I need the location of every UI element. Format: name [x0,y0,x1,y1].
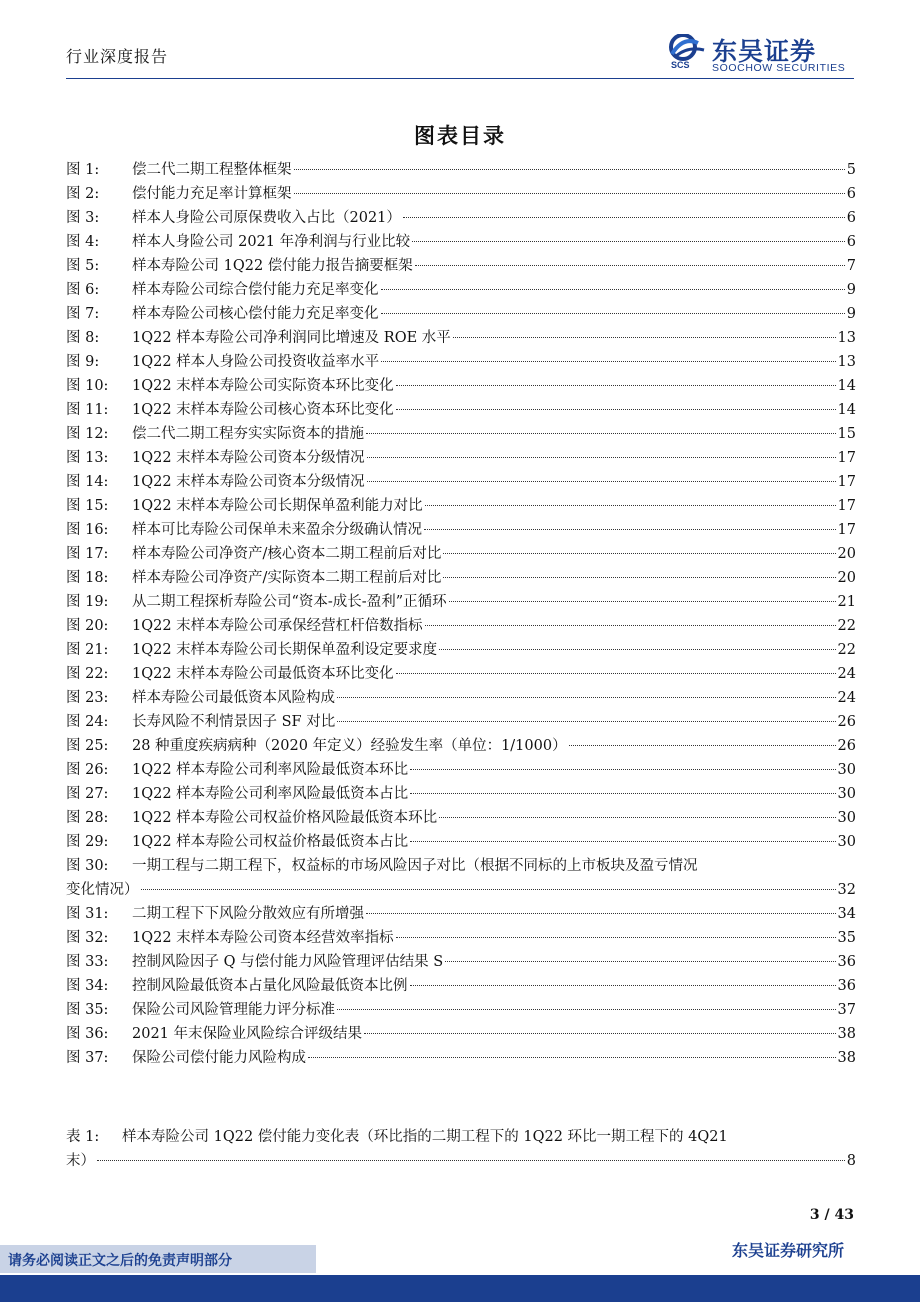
logo-name-cn: 东吴证券 [712,37,817,66]
entry-title: 保险公司风险管理能力评分标准 [132,1002,335,1018]
dot-leader [381,289,845,290]
dot-leader [381,313,845,314]
entry-title: 一期工程与二期工程下，权益标的市场风险因子对比（根据不同标的上市板块及盈亏情况 [132,858,698,874]
toc-entry[interactable] [66,758,856,782]
entry-page: 17 [837,450,856,466]
entry-page: 17 [837,522,856,538]
toc-entry[interactable] [66,326,856,350]
page-number: 3 / 43 [809,1207,854,1223]
entry-page: 6 [846,210,856,226]
report-type: 行业深度报告 [66,47,169,66]
toc-entry[interactable] [66,278,856,302]
entry-page: 24 [837,666,856,682]
entry-title: 样本寿险公司综合偿付能力充足率变化 [132,282,379,298]
dot-leader [294,169,845,170]
entry-title: 长寿风险不利情景因子 SF 对比 [132,714,336,730]
entry-title: 样本人身险公司 2021 年净利润与行业比较 [132,234,411,250]
entry-number: 图 22: [66,666,109,682]
entry-title: 样本人身险公司原保费收入占比（2021） [132,210,401,226]
entry-title: 偿二代二期工程整体框架 [132,162,292,178]
entry-title: 保险公司偿付能力风险构成 [132,1050,306,1066]
entry-number: 图 24: [66,714,109,730]
entry-page: 20 [837,546,856,562]
entry-number: 图 29: [66,834,109,850]
dot-leader [141,889,836,890]
entry-page: 9 [846,306,856,322]
dot-leader [412,241,845,242]
figure-list [66,158,856,1070]
entry-page: 6 [846,186,856,202]
table-list [66,1125,856,1173]
entry-title: 1Q22 样本寿险公司净利润同比增速及 ROE 水平 [132,330,451,346]
entry-number: 图 34: [66,978,109,994]
entry-page: 30 [837,810,856,826]
entry-title: 控制风险因子 Q 与偿付能力风险管理评估结果 S [132,954,444,970]
toc-entry[interactable] [66,422,856,446]
entry-number: 图 17: [66,546,109,562]
toc-entry[interactable] [66,350,856,374]
entry-page: 37 [837,1002,856,1018]
toc-entry[interactable] [66,926,856,950]
toc-entry[interactable] [66,998,856,1022]
entry-page: 9 [846,282,856,298]
dot-leader [410,769,835,770]
dot-leader [367,457,836,458]
entry-page: 30 [837,762,856,778]
dot-leader [425,625,836,626]
entry-page: 8 [846,1153,856,1169]
dot-leader [396,937,836,938]
entry-title: 从二期工程探析寿险公司“资本-成长-盈利”正循环 [132,594,447,610]
entry-page: 6 [846,234,856,250]
entry-page: 32 [837,882,856,898]
dot-leader [337,697,836,698]
toc-entry[interactable] [66,854,856,902]
dot-leader [308,1057,836,1058]
dot-leader [366,913,836,914]
entry-title: 样本寿险公司净资产/核心资本二期工程前后对比 [132,546,442,562]
dot-leader [445,961,835,962]
toc-title: 图表目录 [414,123,506,148]
entry-page: 14 [837,378,856,394]
brand-logo [668,32,858,76]
dot-leader [425,505,836,506]
toc-entry[interactable] [66,542,856,566]
entry-page: 5 [846,162,856,178]
entry-page: 17 [837,474,856,490]
dot-leader [381,361,835,362]
dot-leader [366,433,836,434]
toc-entry[interactable] [66,638,856,662]
entry-page: 34 [837,906,856,922]
toc-entry[interactable] [66,470,856,494]
entry-title: 样本可比寿险公司保单未来盈余分级确认情况 [132,522,422,538]
footer-institute: 东吴证券研究所 [731,1241,844,1260]
entry-page: 20 [837,570,856,586]
entry-number: 图 35: [66,1002,109,1018]
entry-number: 图 4: [66,234,100,250]
entry-number: 图 36: [66,1026,109,1042]
dot-leader [569,745,836,746]
entry-number: 图 1: [66,162,100,178]
toc-entry[interactable] [66,158,856,182]
toc-entry[interactable] [66,1046,856,1070]
entry-number: 图 26: [66,762,109,778]
entry-number: 图 16: [66,522,109,538]
entry-number: 图 20: [66,618,109,634]
entry-title: 1Q22 样本人身险公司投资收益率水平 [132,354,380,370]
dot-leader [415,265,845,266]
entry-title: 样本寿险公司核心偿付能力充足率变化 [132,306,379,322]
entry-title: 28 种重度疾病病种（2020 年定义）经验发生率（单位：1/1000） [132,738,567,754]
entry-title: 2021 年末保险业风险综合评级结果 [132,1026,363,1042]
entry-page: 36 [837,954,856,970]
dot-leader [337,721,835,722]
toc-entry[interactable] [66,902,856,926]
toc-entry[interactable] [66,494,856,518]
entry-title: 样本寿险公司净资产/实际资本二期工程前后对比 [132,570,442,586]
toc-entry[interactable] [66,590,856,614]
entry-page: 35 [837,930,856,946]
entry-number: 图 11: [66,402,109,418]
toc-entry[interactable] [66,710,856,734]
entry-number: 图 31: [66,906,109,922]
entry-number: 图 32: [66,930,109,946]
toc-entry[interactable] [66,182,856,206]
toc-entry[interactable] [66,950,856,974]
dot-leader [439,649,835,650]
entry-page: 13 [837,354,856,370]
entry-page: 21 [837,594,856,610]
dot-leader [396,409,836,410]
entry-page: 14 [837,402,856,418]
toc-entry[interactable] [66,374,856,398]
dot-leader [337,1009,836,1010]
entry-title: 1Q22 末样本寿险公司承保经营杠杆倍数指标 [132,618,423,634]
dot-leader [443,553,835,554]
toc-entry[interactable] [66,614,856,638]
entry-number: 图 25: [66,738,109,754]
entry-page: 22 [837,618,856,634]
entry-number: 图 27: [66,786,109,802]
entry-page: 26 [837,714,856,730]
entry-title: 偿付能力充足率计算框架 [132,186,292,202]
dot-leader [97,1160,845,1161]
entry-number: 图 19: [66,594,109,610]
toc-entry[interactable] [66,254,856,278]
dot-leader [443,577,835,578]
toc-entry[interactable] [66,566,856,590]
dot-leader [449,601,836,602]
entry-title-cont: 变化情况） [66,882,139,898]
entry-number: 图 6: [66,282,100,298]
entry-number: 图 15: [66,498,109,514]
entry-title: 1Q22 末样本寿险公司资本分级情况 [132,450,365,466]
entry-page: 36 [837,978,856,994]
entry-number: 图 9: [66,354,100,370]
entry-number: 图 23: [66,690,109,706]
header-divider [66,78,854,79]
entry-number: 图 18: [66,570,109,586]
entry-page: 22 [837,642,856,658]
entry-title: 偿二代二期工程夯实实际资本的措施 [132,426,364,442]
dot-leader [410,841,835,842]
entry-number: 图 33: [66,954,109,970]
toc-entry[interactable] [66,230,856,254]
entry-title: 1Q22 样本寿险公司权益价格最低资本占比 [132,834,409,850]
toc-entry[interactable] [66,398,856,422]
entry-number: 图 12: [66,426,109,442]
entry-title: 样本寿险公司 1Q22 偿付能力变化表（环比指的二期工程下的 1Q22 环比一期工程下的 4Q21 [122,1129,728,1145]
entry-title: 1Q22 末样本寿险公司长期保单盈利设定要求度 [132,642,438,658]
footer-disclaimer: 请务必阅读正文之后的免责声明部分 [8,1253,232,1269]
dot-leader [453,337,836,338]
dot-leader [410,793,835,794]
toc-entry[interactable] [66,1125,856,1173]
dot-leader [439,817,835,818]
dot-leader [396,673,836,674]
entry-number: 图 2: [66,186,100,202]
entry-number: 图 37: [66,1050,109,1066]
toc-entry[interactable] [66,806,856,830]
footer-bar [0,1275,920,1302]
entry-title: 1Q22 末样本寿险公司最低资本环比变化 [132,666,394,682]
entry-title: 控制风险最低资本占量化风险最低资本比例 [132,978,408,994]
entry-page: 38 [837,1026,856,1042]
entry-page: 13 [837,330,856,346]
entry-number: 图 13: [66,450,109,466]
entry-page: 30 [837,834,856,850]
entry-page: 26 [837,738,856,754]
toc-entry[interactable] [66,686,856,710]
entry-title: 二期工程下下风险分散效应有所增强 [132,906,364,922]
entry-title: 1Q22 末样本寿险公司长期保单盈利能力对比 [132,498,423,514]
entry-page: 17 [837,498,856,514]
entry-page: 7 [846,258,856,274]
entry-title: 1Q22 样本寿险公司权益价格风险最低资本环比 [132,810,438,826]
dot-leader [396,385,836,386]
entry-title: 样本寿险公司 1Q22 偿付能力报告摘要框架 [132,258,413,274]
entry-page: 24 [837,690,856,706]
entry-title: 1Q22 末样本寿险公司实际资本环比变化 [132,378,394,394]
entry-title: 1Q22 末样本寿险公司资本分级情况 [132,474,365,490]
entry-page: 38 [837,1050,856,1066]
toc-entry[interactable] [66,974,856,998]
dot-leader [364,1033,836,1034]
entry-title: 1Q22 末样本寿险公司资本经营效率指标 [132,930,394,946]
toc-entry[interactable] [66,782,856,806]
entry-number: 图 5: [66,258,100,274]
entry-number: 表 1: [66,1129,100,1145]
entry-number: 图 14: [66,474,109,490]
entry-title: 样本寿险公司最低资本风险构成 [132,690,335,706]
toc-entry[interactable] [66,662,856,686]
logo-abbr: SCS [671,60,690,70]
toc-entry[interactable] [66,830,856,854]
entry-title-cont: 末） [66,1153,95,1169]
entry-number: 图 3: [66,210,100,226]
entry-title: 1Q22 样本寿险公司利率风险最低资本环比 [132,762,409,778]
dot-leader [294,193,845,194]
entry-number: 图 30: [66,858,109,874]
entry-title: 1Q22 样本寿险公司利率风险最低资本占比 [132,786,409,802]
dot-leader [424,529,836,530]
entry-number: 图 28: [66,810,109,826]
toc-entry[interactable] [66,1022,856,1046]
entry-page: 30 [837,786,856,802]
toc-entry[interactable] [66,302,856,326]
dot-leader [367,481,836,482]
entry-number: 图 10: [66,378,109,394]
toc-entry[interactable] [66,734,856,758]
entry-number: 图 7: [66,306,100,322]
dot-leader [410,985,836,986]
dot-leader [403,217,845,218]
entry-number: 图 8: [66,330,100,346]
entry-page: 15 [837,426,856,442]
toc-entry[interactable] [66,206,856,230]
toc-entry[interactable] [66,446,856,470]
entry-title: 1Q22 末样本寿险公司核心资本环比变化 [132,402,394,418]
toc-entry[interactable] [66,518,856,542]
logo-name-en: SOOCHOW SECURITIES [712,62,846,74]
entry-number: 图 21: [66,642,109,658]
